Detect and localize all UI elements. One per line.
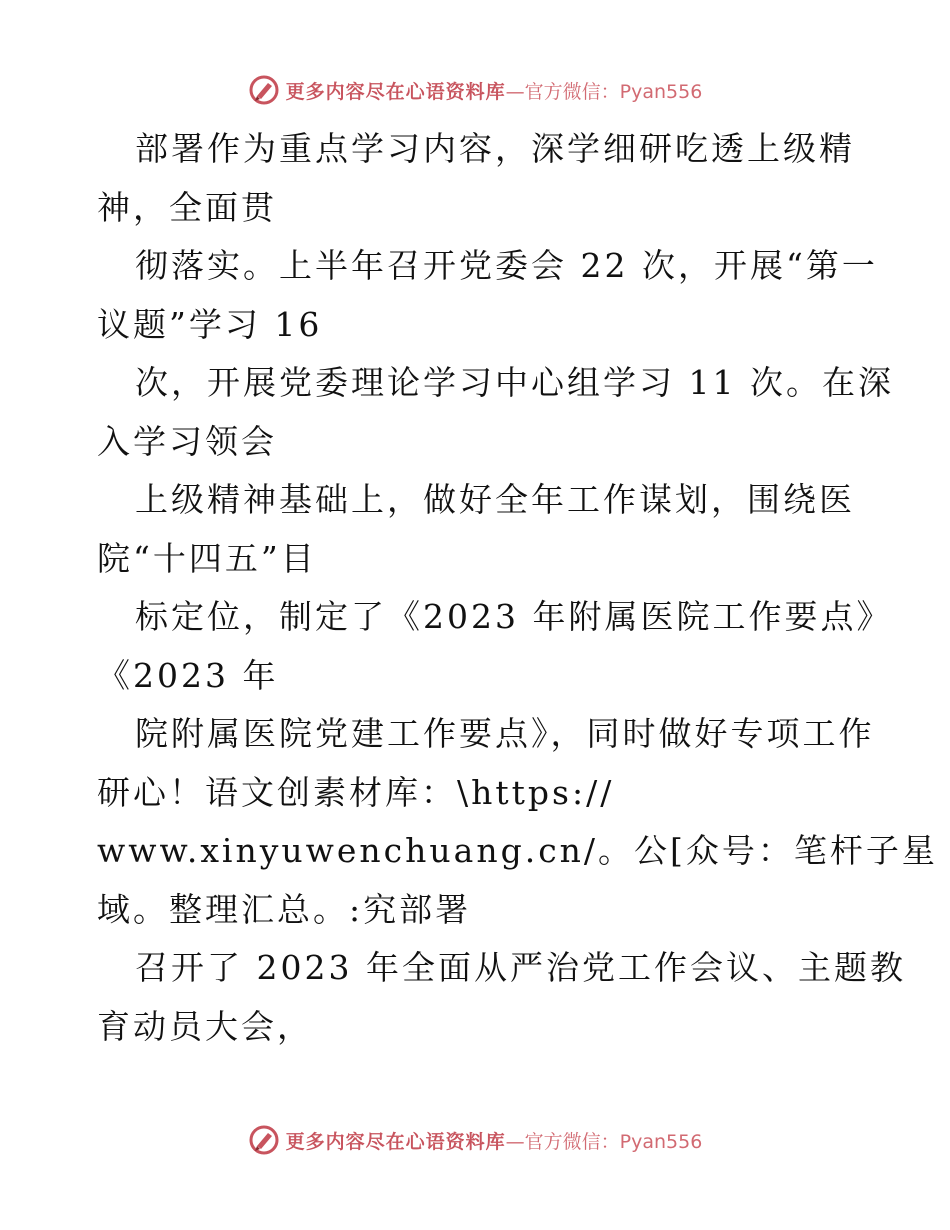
text-line: 入学习领会 [97,421,277,461]
text-line: 议题”学习 16 [97,304,323,344]
text-line: 域。整理汇总。:究部署 [97,889,472,929]
text-line: 《2023 年 [97,655,279,695]
text-line: 标定位，制定了《2023 年附属医院工作要点》 [135,597,893,636]
text-line: 彻落实。上半年召开党委会 22 次，开展“第一 [135,246,878,285]
text-line: 育动员大会， [97,1006,313,1046]
banner-wechat: —官方微信：Pyan556 [505,1130,703,1153]
text-line: 上级精神基础上，做好全年工作谋划，围绕医 [135,480,855,519]
pen-logo-icon [248,1124,280,1156]
footer-banner [0,1120,950,1160]
text-line: 神，全面贯 [97,187,277,227]
pen-logo-icon [248,74,280,106]
text-line: 部署作为重点学习内容，深学细研吃透上级精 [135,129,855,168]
document-body [97,120,938,1056]
text-line: 次，开展党委理论学习中心组学习 11 次。在深 [135,363,894,402]
text-line: 召开了 2023 年全面从严治党工作会议、主题教 [135,948,906,987]
text-line: www.xinyuwenchuang.cn/。公[众号：笔杆子星 [97,831,938,870]
banner-wechat: —官方微信：Pyan556 [505,80,703,103]
header-banner [0,70,950,110]
banner-title: 更多内容尽在心语资料库 [285,80,506,103]
text-line: 院附属医院党建工作要点》，同时做好专项工作 [135,714,875,753]
text-line: 院“十四五”目 [97,538,317,578]
text-line: 研心！语文创素材库：\https:// [97,772,615,812]
banner-title: 更多内容尽在心语资料库 [285,1130,506,1153]
